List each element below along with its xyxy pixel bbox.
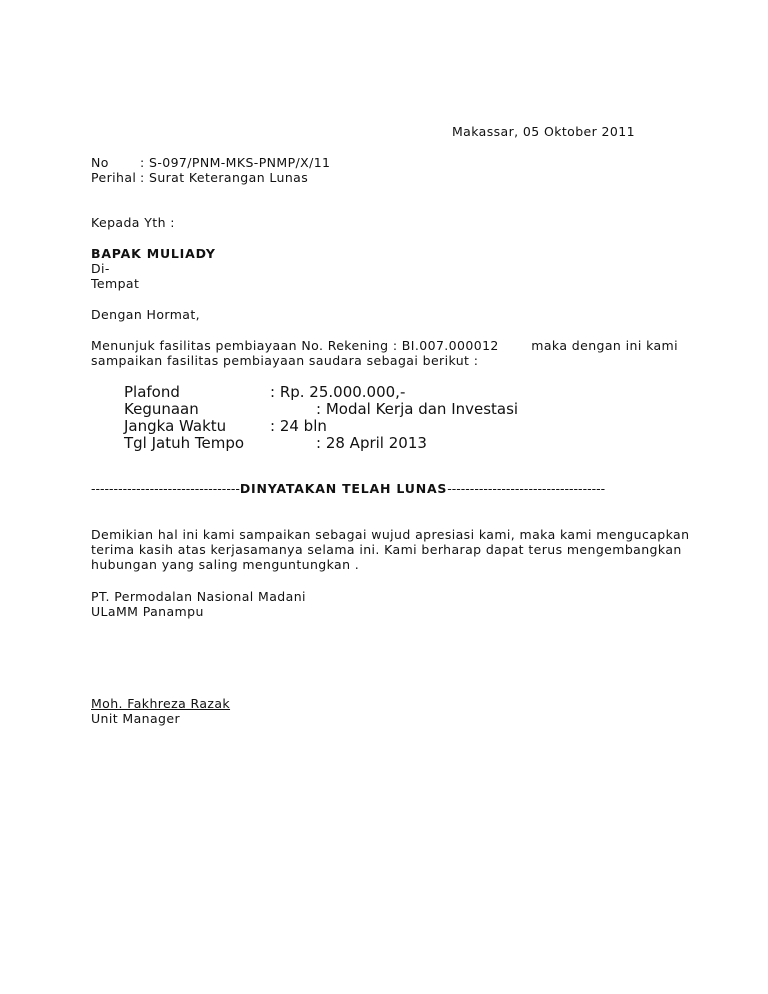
status-dashes-right: ----------------------------------- bbox=[447, 481, 606, 496]
no-label: No bbox=[91, 155, 109, 170]
perihal-value: : Surat Keterangan Lunas bbox=[140, 170, 309, 185]
kepada-yth: Kepada Yth : bbox=[91, 215, 175, 230]
status-line bbox=[91, 481, 605, 496]
intro-line-1-a: Menunjuk fasilitas pembiayaan No. Rekening : BI.007.000012 bbox=[91, 338, 499, 353]
facility-label-kegunaan: Kegunaan bbox=[124, 400, 199, 418]
no-value: : S-097/PNM-MKS-PNMP/X/11 bbox=[140, 155, 331, 170]
closing-line-3: hubungan yang saling menguntungkan . bbox=[91, 557, 360, 572]
facility-value-tempo: : 28 April 2013 bbox=[316, 434, 427, 452]
recipient-name: BAPAK MULIADY bbox=[91, 246, 216, 261]
perihal-label: Perihal bbox=[91, 170, 137, 185]
facility-label-plafond: Plafond bbox=[124, 383, 180, 401]
intro-line-1 bbox=[91, 338, 678, 353]
closing-line-1: Demikian hal ini kami sampaikan sebagai wujud apresiasi kami, maka kami mengucapkan bbox=[91, 527, 690, 542]
status-dashes-left: --------------------------------- bbox=[91, 481, 240, 496]
recipient-place: Tempat bbox=[91, 276, 140, 291]
company-name: PT. Permodalan Nasional Madani bbox=[91, 589, 306, 604]
signatory-title: Unit Manager bbox=[91, 711, 181, 726]
facility-label-jangka: Jangka Waktu bbox=[124, 417, 227, 435]
company-unit: ULaMM Panampu bbox=[91, 604, 204, 619]
status-text: DINYATAKAN TELAH LUNAS bbox=[239, 481, 448, 496]
closing-line-2: terima kasih atas kerjasamanya selama ini. Kami berharap dapat terus mengembangkan bbox=[91, 542, 682, 557]
intro-line-1-b: maka dengan ini kami bbox=[531, 338, 678, 353]
facility-value-plafond: : Rp. 25.000.000,- bbox=[270, 383, 406, 401]
facility-value-jangka: : 24 bln bbox=[270, 417, 327, 435]
letter-date: Makassar, 05 Oktober 2011 bbox=[452, 124, 635, 139]
intro-line-2: sampaikan fasilitas pembiayaan saudara sebagai berikut : bbox=[91, 353, 479, 368]
recipient-di: Di- bbox=[91, 261, 110, 276]
facility-value-kegunaan: : Modal Kerja dan Investasi bbox=[316, 400, 519, 418]
greeting: Dengan Hormat, bbox=[91, 307, 201, 322]
facility-label-tempo: Tgl Jatuh Tempo bbox=[124, 434, 245, 452]
signatory-name: Moh. Fakhreza Razak bbox=[91, 696, 231, 711]
